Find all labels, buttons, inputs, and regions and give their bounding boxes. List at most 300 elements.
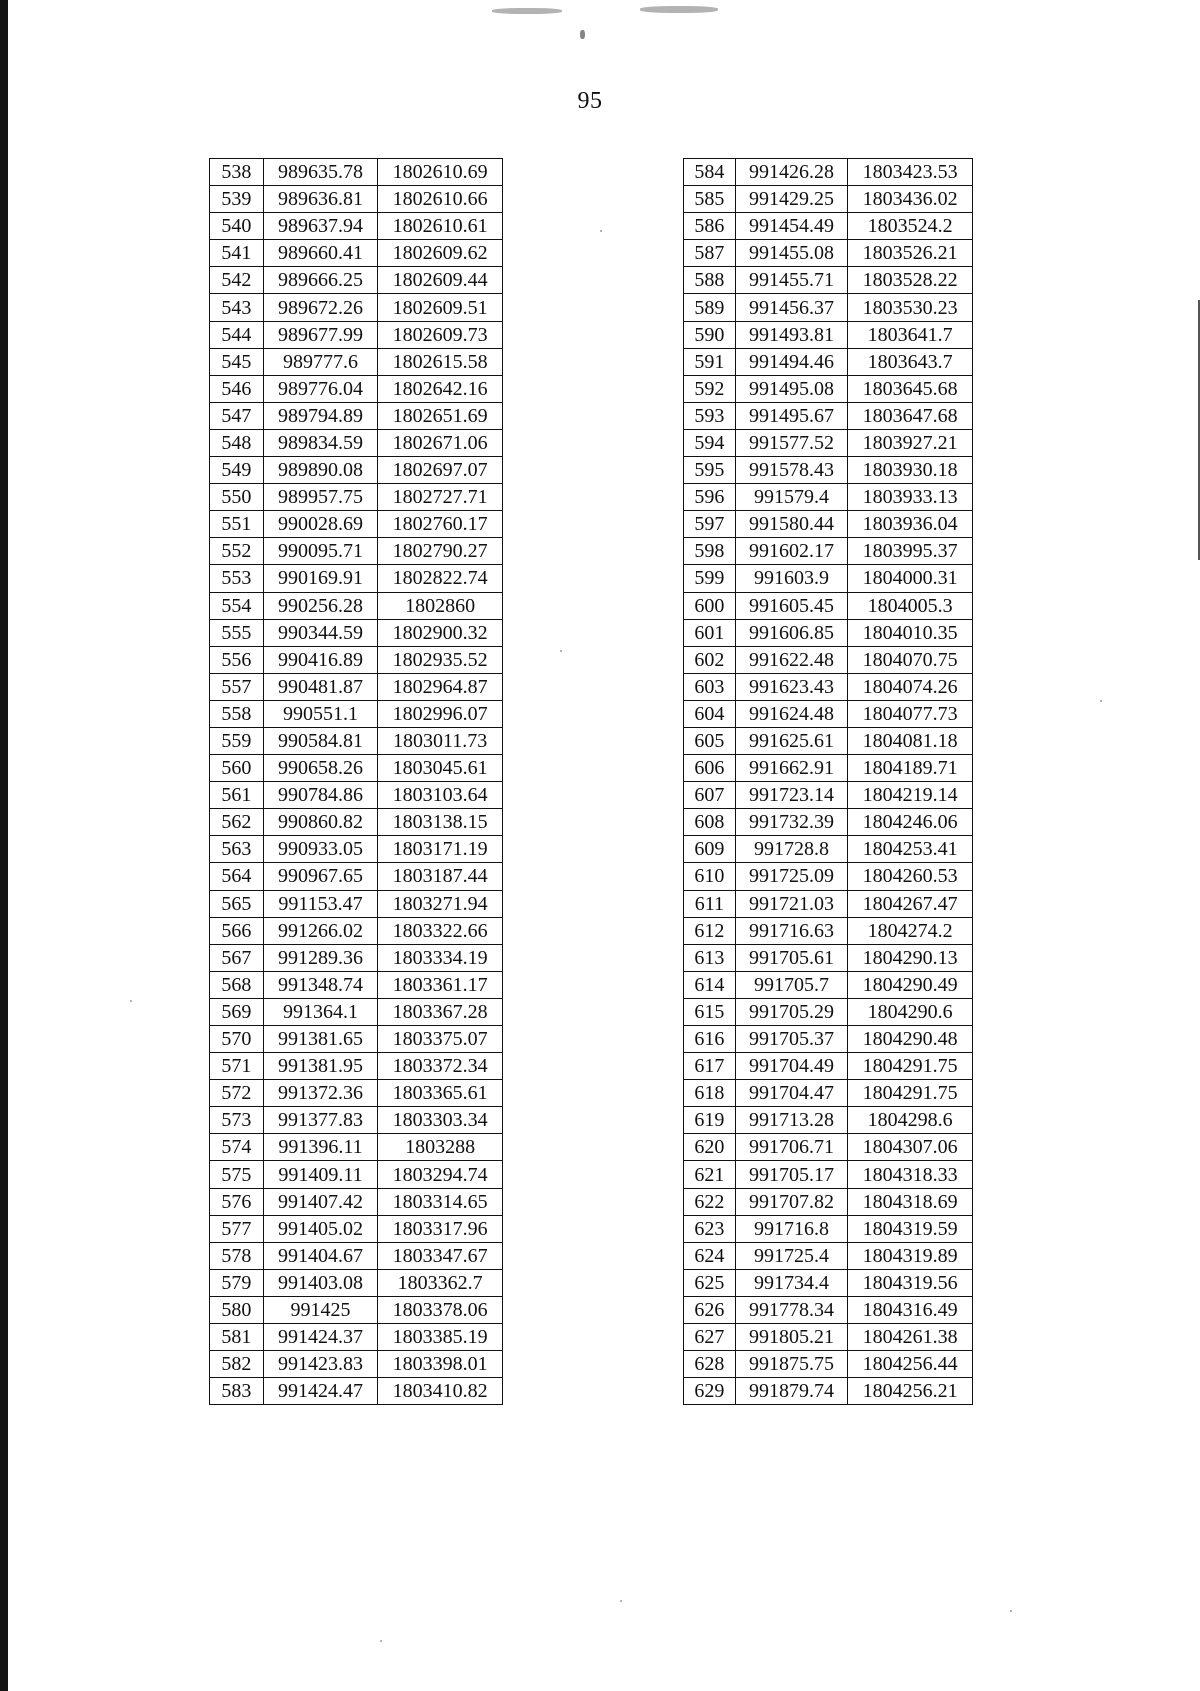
page-number: 95 (577, 88, 603, 114)
x-coordinate-cell: 991405.02 (263, 1215, 378, 1242)
point-number-cell: 598 (684, 538, 736, 565)
point-number-cell: 602 (684, 646, 736, 673)
point-number-cell: 585 (684, 186, 736, 213)
table-row (210, 1053, 503, 1080)
x-coordinate-cell: 989776.04 (263, 375, 378, 402)
y-coordinate-cell: 1803365.61 (378, 1080, 503, 1107)
point-number-cell: 590 (684, 321, 736, 348)
y-coordinate-cell: 1803138.15 (378, 809, 503, 836)
x-coordinate-cell: 989677.99 (263, 321, 378, 348)
y-coordinate-cell: 1804261.38 (848, 1324, 973, 1351)
point-number-cell: 543 (210, 294, 264, 321)
y-coordinate-cell: 1804253.41 (848, 836, 973, 863)
y-coordinate-cell: 1804189.71 (848, 755, 973, 782)
y-coordinate-cell: 1804316.49 (848, 1296, 973, 1323)
point-number-cell: 626 (684, 1296, 736, 1323)
x-coordinate-cell: 991875.75 (735, 1351, 848, 1378)
table-body-left (210, 159, 503, 1405)
x-coordinate-cell: 990860.82 (263, 809, 378, 836)
x-coordinate-cell: 991723.14 (735, 782, 848, 809)
table-row (210, 998, 503, 1025)
table-row (210, 592, 503, 619)
point-number-cell: 544 (210, 321, 264, 348)
x-coordinate-cell: 991495.67 (735, 402, 848, 429)
table-row (684, 1161, 973, 1188)
y-coordinate-cell: 1802610.66 (378, 186, 503, 213)
point-number-cell: 620 (684, 1134, 736, 1161)
table-row (684, 1026, 973, 1053)
table-row (684, 1351, 973, 1378)
table-row (210, 159, 503, 186)
point-number-cell: 570 (210, 1026, 264, 1053)
y-coordinate-cell: 1802609.62 (378, 240, 503, 267)
y-coordinate-cell: 1803398.01 (378, 1351, 503, 1378)
table-row (684, 727, 973, 754)
x-coordinate-cell: 989672.26 (263, 294, 378, 321)
table-row (684, 267, 973, 294)
y-coordinate-cell: 1803045.61 (378, 755, 503, 782)
x-coordinate-cell: 989636.81 (263, 186, 378, 213)
y-coordinate-cell: 1804318.69 (848, 1188, 973, 1215)
table-row (684, 538, 973, 565)
point-number-cell: 592 (684, 375, 736, 402)
point-number-cell: 557 (210, 673, 264, 700)
x-coordinate-cell: 991456.37 (735, 294, 848, 321)
point-number-cell: 621 (684, 1161, 736, 1188)
table-row (684, 917, 973, 944)
y-coordinate-cell: 1803378.06 (378, 1296, 503, 1323)
point-number-cell: 558 (210, 700, 264, 727)
table-row (210, 240, 503, 267)
point-number-cell: 547 (210, 402, 264, 429)
y-coordinate-cell: 1803927.21 (848, 429, 973, 456)
y-coordinate-cell: 1803317.96 (378, 1215, 503, 1242)
y-coordinate-cell: 1803361.17 (378, 971, 503, 998)
x-coordinate-cell: 991407.42 (263, 1188, 378, 1215)
table-row (684, 944, 973, 971)
table-row (684, 1215, 973, 1242)
point-number-cell: 605 (684, 727, 736, 754)
x-coordinate-cell: 991396.11 (263, 1134, 378, 1161)
x-coordinate-cell: 989957.75 (263, 484, 378, 511)
table-row (210, 917, 503, 944)
scan-speck (620, 1600, 622, 1602)
scan-edge-left (0, 0, 8, 1691)
point-number-cell: 618 (684, 1080, 736, 1107)
point-number-cell: 562 (210, 809, 264, 836)
y-coordinate-cell: 1803187.44 (378, 863, 503, 890)
table-row (684, 159, 973, 186)
x-coordinate-cell: 991706.71 (735, 1134, 848, 1161)
scan-speck (600, 230, 602, 232)
point-number-cell: 610 (684, 863, 736, 890)
table-row (210, 267, 503, 294)
point-number-cell: 609 (684, 836, 736, 863)
scan-smudge (580, 30, 585, 39)
x-coordinate-cell: 991409.11 (263, 1161, 378, 1188)
y-coordinate-cell: 1803294.74 (378, 1161, 503, 1188)
y-coordinate-cell: 1802900.32 (378, 619, 503, 646)
point-number-cell: 608 (684, 809, 736, 836)
x-coordinate-cell: 991704.47 (735, 1080, 848, 1107)
x-coordinate-cell: 991624.48 (735, 700, 848, 727)
coordinates-table-left (209, 158, 503, 1405)
point-number-cell: 616 (684, 1026, 736, 1053)
y-coordinate-cell: 1804290.6 (848, 998, 973, 1025)
y-coordinate-cell: 1803347.67 (378, 1242, 503, 1269)
x-coordinate-cell: 991455.08 (735, 240, 848, 267)
scan-speck (130, 1000, 132, 1002)
x-coordinate-cell: 991603.9 (735, 565, 848, 592)
point-number-cell: 582 (210, 1351, 264, 1378)
y-coordinate-cell: 1803423.53 (848, 159, 973, 186)
x-coordinate-cell: 991721.03 (735, 890, 848, 917)
table-row (210, 511, 503, 538)
table-row (684, 294, 973, 321)
x-coordinate-cell: 991716.8 (735, 1215, 848, 1242)
y-coordinate-cell: 1803995.37 (848, 538, 973, 565)
point-number-cell: 604 (684, 700, 736, 727)
y-coordinate-cell: 1802615.58 (378, 348, 503, 375)
point-number-cell: 550 (210, 484, 264, 511)
table-row (210, 1378, 503, 1405)
x-coordinate-cell: 991705.37 (735, 1026, 848, 1053)
point-number-cell: 586 (684, 213, 736, 240)
table-row (684, 971, 973, 998)
point-number-cell: 541 (210, 240, 264, 267)
point-number-cell: 554 (210, 592, 264, 619)
table-row (210, 375, 503, 402)
point-number-cell: 601 (684, 619, 736, 646)
x-coordinate-cell: 990028.69 (263, 511, 378, 538)
y-coordinate-cell: 1804290.13 (848, 944, 973, 971)
x-coordinate-cell: 990256.28 (263, 592, 378, 619)
table-row (210, 1351, 503, 1378)
table-row (210, 619, 503, 646)
y-coordinate-cell: 1803367.28 (378, 998, 503, 1025)
point-number-cell: 571 (210, 1053, 264, 1080)
x-coordinate-cell: 990584.81 (263, 727, 378, 754)
x-coordinate-cell: 989777.6 (263, 348, 378, 375)
table-row (684, 998, 973, 1025)
point-number-cell: 551 (210, 511, 264, 538)
table-row (210, 700, 503, 727)
table-row (684, 1378, 973, 1405)
table-row (684, 402, 973, 429)
x-coordinate-cell: 991704.49 (735, 1053, 848, 1080)
y-coordinate-cell: 1804256.21 (848, 1378, 973, 1405)
x-coordinate-cell: 991493.81 (735, 321, 848, 348)
table-row (210, 565, 503, 592)
x-coordinate-cell: 991426.28 (735, 159, 848, 186)
table-row (684, 1296, 973, 1323)
y-coordinate-cell: 1804298.6 (848, 1107, 973, 1134)
point-number-cell: 600 (684, 592, 736, 619)
x-coordinate-cell: 991605.45 (735, 592, 848, 619)
x-coordinate-cell: 991606.85 (735, 619, 848, 646)
y-coordinate-cell: 1804290.48 (848, 1026, 973, 1053)
y-coordinate-cell: 1803530.23 (848, 294, 973, 321)
table-row (210, 1188, 503, 1215)
table-row (684, 375, 973, 402)
point-number-cell: 574 (210, 1134, 264, 1161)
table-row (684, 782, 973, 809)
x-coordinate-cell: 991495.08 (735, 375, 848, 402)
y-coordinate-cell: 1802964.87 (378, 673, 503, 700)
table-row (210, 402, 503, 429)
table-row (210, 429, 503, 456)
point-number-cell: 580 (210, 1296, 264, 1323)
table-row (684, 836, 973, 863)
y-coordinate-cell: 1802935.52 (378, 646, 503, 673)
point-number-cell: 588 (684, 267, 736, 294)
table-row (210, 213, 503, 240)
point-number-cell: 629 (684, 1378, 736, 1405)
table-row (210, 1107, 503, 1134)
table-row (684, 484, 973, 511)
table-row (684, 457, 973, 484)
point-number-cell: 606 (684, 755, 736, 782)
y-coordinate-cell: 1804074.26 (848, 673, 973, 700)
y-coordinate-cell: 1804010.35 (848, 619, 973, 646)
table-row (684, 240, 973, 267)
x-coordinate-cell: 991602.17 (735, 538, 848, 565)
point-number-cell: 607 (684, 782, 736, 809)
point-number-cell: 576 (210, 1188, 264, 1215)
x-coordinate-cell: 991778.34 (735, 1296, 848, 1323)
x-coordinate-cell: 991725.4 (735, 1242, 848, 1269)
table-row (684, 1242, 973, 1269)
x-coordinate-cell: 991728.8 (735, 836, 848, 863)
scan-speck (1100, 700, 1102, 702)
x-coordinate-cell: 991732.39 (735, 809, 848, 836)
x-coordinate-cell: 991580.44 (735, 511, 848, 538)
x-coordinate-cell: 991713.28 (735, 1107, 848, 1134)
point-number-cell: 567 (210, 944, 264, 971)
point-number-cell: 559 (210, 727, 264, 754)
x-coordinate-cell: 991625.61 (735, 727, 848, 754)
point-number-cell: 624 (684, 1242, 736, 1269)
scan-speck (560, 650, 562, 652)
table-row (684, 186, 973, 213)
y-coordinate-cell: 1804219.14 (848, 782, 973, 809)
y-coordinate-cell: 1802822.74 (378, 565, 503, 592)
point-number-cell: 560 (210, 755, 264, 782)
table-row (210, 836, 503, 863)
table-row (684, 1080, 973, 1107)
y-coordinate-cell: 1803011.73 (378, 727, 503, 754)
x-coordinate-cell: 991705.61 (735, 944, 848, 971)
table-row (210, 1296, 503, 1323)
y-coordinate-cell: 1803171.19 (378, 836, 503, 863)
scan-smudge (640, 6, 718, 13)
x-coordinate-cell: 991705.17 (735, 1161, 848, 1188)
point-number-cell: 625 (684, 1269, 736, 1296)
x-coordinate-cell: 991716.63 (735, 917, 848, 944)
x-coordinate-cell: 991705.7 (735, 971, 848, 998)
point-number-cell: 546 (210, 375, 264, 402)
y-coordinate-cell: 1804077.73 (848, 700, 973, 727)
table-row (684, 890, 973, 917)
point-number-cell: 595 (684, 457, 736, 484)
y-coordinate-cell: 1802790.27 (378, 538, 503, 565)
coordinates-table-right (683, 158, 973, 1405)
point-number-cell: 566 (210, 917, 264, 944)
y-coordinate-cell: 1803524.2 (848, 213, 973, 240)
y-coordinate-cell: 1802610.61 (378, 213, 503, 240)
point-number-cell: 579 (210, 1269, 264, 1296)
table-row (210, 890, 503, 917)
point-number-cell: 540 (210, 213, 264, 240)
table-row (210, 944, 503, 971)
x-coordinate-cell: 991372.36 (263, 1080, 378, 1107)
y-coordinate-cell: 1803410.82 (378, 1378, 503, 1405)
x-coordinate-cell: 990481.87 (263, 673, 378, 700)
point-number-cell: 594 (684, 429, 736, 456)
x-coordinate-cell: 991454.49 (735, 213, 848, 240)
y-coordinate-cell: 1802996.07 (378, 700, 503, 727)
table-row (210, 538, 503, 565)
table-row (684, 700, 973, 727)
y-coordinate-cell: 1803303.34 (378, 1107, 503, 1134)
x-coordinate-cell: 991734.4 (735, 1269, 848, 1296)
point-number-cell: 577 (210, 1215, 264, 1242)
y-coordinate-cell: 1803526.21 (848, 240, 973, 267)
table-row (684, 592, 973, 619)
y-coordinate-cell: 1804005.3 (848, 592, 973, 619)
x-coordinate-cell: 991289.36 (263, 944, 378, 971)
x-coordinate-cell: 991424.47 (263, 1378, 378, 1405)
x-coordinate-cell: 990967.65 (263, 863, 378, 890)
table-row (684, 809, 973, 836)
x-coordinate-cell: 991494.46 (735, 348, 848, 375)
table-row (684, 673, 973, 700)
y-coordinate-cell: 1802609.44 (378, 267, 503, 294)
point-number-cell: 542 (210, 267, 264, 294)
point-number-cell: 623 (684, 1215, 736, 1242)
x-coordinate-cell: 989660.41 (263, 240, 378, 267)
point-number-cell: 581 (210, 1324, 264, 1351)
y-coordinate-cell: 1802727.71 (378, 484, 503, 511)
point-number-cell: 619 (684, 1107, 736, 1134)
x-coordinate-cell: 991364.1 (263, 998, 378, 1025)
point-number-cell: 553 (210, 565, 264, 592)
table-row (684, 321, 973, 348)
y-coordinate-cell: 1804246.06 (848, 809, 973, 836)
point-number-cell: 587 (684, 240, 736, 267)
x-coordinate-cell: 991707.82 (735, 1188, 848, 1215)
x-coordinate-cell: 990658.26 (263, 755, 378, 782)
x-coordinate-cell: 989890.08 (263, 457, 378, 484)
point-number-cell: 568 (210, 971, 264, 998)
x-coordinate-cell: 991381.95 (263, 1053, 378, 1080)
scan-speck (1010, 1610, 1012, 1612)
y-coordinate-cell: 1803375.07 (378, 1026, 503, 1053)
table-row (684, 755, 973, 782)
y-coordinate-cell: 1802651.69 (378, 402, 503, 429)
table-row (684, 511, 973, 538)
point-number-cell: 545 (210, 348, 264, 375)
x-coordinate-cell: 991623.43 (735, 673, 848, 700)
x-coordinate-cell: 991879.74 (735, 1378, 848, 1405)
x-coordinate-cell: 991578.43 (735, 457, 848, 484)
point-number-cell: 583 (210, 1378, 264, 1405)
table-row (684, 1269, 973, 1296)
point-number-cell: 549 (210, 457, 264, 484)
x-coordinate-cell: 991429.25 (735, 186, 848, 213)
y-coordinate-cell: 1803936.04 (848, 511, 973, 538)
x-coordinate-cell: 990095.71 (263, 538, 378, 565)
point-number-cell: 615 (684, 998, 736, 1025)
point-number-cell: 573 (210, 1107, 264, 1134)
table-row (210, 1215, 503, 1242)
x-coordinate-cell: 991266.02 (263, 917, 378, 944)
y-coordinate-cell: 1803372.34 (378, 1053, 503, 1080)
point-number-cell: 611 (684, 890, 736, 917)
table-row (210, 1080, 503, 1107)
point-number-cell: 627 (684, 1324, 736, 1351)
point-number-cell: 597 (684, 511, 736, 538)
x-coordinate-cell: 991662.91 (735, 755, 848, 782)
y-coordinate-cell: 1804290.49 (848, 971, 973, 998)
x-coordinate-cell: 991404.67 (263, 1242, 378, 1269)
x-coordinate-cell: 990784.86 (263, 782, 378, 809)
point-number-cell: 548 (210, 429, 264, 456)
x-coordinate-cell: 990344.59 (263, 619, 378, 646)
table-row (684, 348, 973, 375)
table-row (684, 1324, 973, 1351)
table-row (684, 1053, 973, 1080)
table-row (210, 1134, 503, 1161)
y-coordinate-cell: 1804260.53 (848, 863, 973, 890)
y-coordinate-cell: 1803362.7 (378, 1269, 503, 1296)
y-coordinate-cell: 1803288 (378, 1134, 503, 1161)
x-coordinate-cell: 990416.89 (263, 646, 378, 673)
y-coordinate-cell: 1802671.06 (378, 429, 503, 456)
point-number-cell: 591 (684, 348, 736, 375)
table-row (684, 619, 973, 646)
x-coordinate-cell: 991377.83 (263, 1107, 378, 1134)
point-number-cell: 617 (684, 1053, 736, 1080)
table-row (210, 457, 503, 484)
y-coordinate-cell: 1803103.64 (378, 782, 503, 809)
point-number-cell: 599 (684, 565, 736, 592)
table-row (210, 1242, 503, 1269)
table-row (210, 971, 503, 998)
table-row (684, 863, 973, 890)
point-number-cell: 575 (210, 1161, 264, 1188)
table-row (210, 484, 503, 511)
table-row (210, 673, 503, 700)
y-coordinate-cell: 1804291.75 (848, 1053, 973, 1080)
y-coordinate-cell: 1804274.2 (848, 917, 973, 944)
table-row (210, 782, 503, 809)
point-number-cell: 569 (210, 998, 264, 1025)
point-number-cell: 578 (210, 1242, 264, 1269)
y-coordinate-cell: 1804070.75 (848, 646, 973, 673)
y-coordinate-cell: 1802760.17 (378, 511, 503, 538)
y-coordinate-cell: 1802610.69 (378, 159, 503, 186)
y-coordinate-cell: 1804318.33 (848, 1161, 973, 1188)
x-coordinate-cell: 989794.89 (263, 402, 378, 429)
point-number-cell: 622 (684, 1188, 736, 1215)
scan-smudge (492, 8, 562, 14)
y-coordinate-cell: 1804081.18 (848, 727, 973, 754)
table-row (684, 565, 973, 592)
point-number-cell: 539 (210, 186, 264, 213)
table-row (684, 1107, 973, 1134)
y-coordinate-cell: 1804291.75 (848, 1080, 973, 1107)
